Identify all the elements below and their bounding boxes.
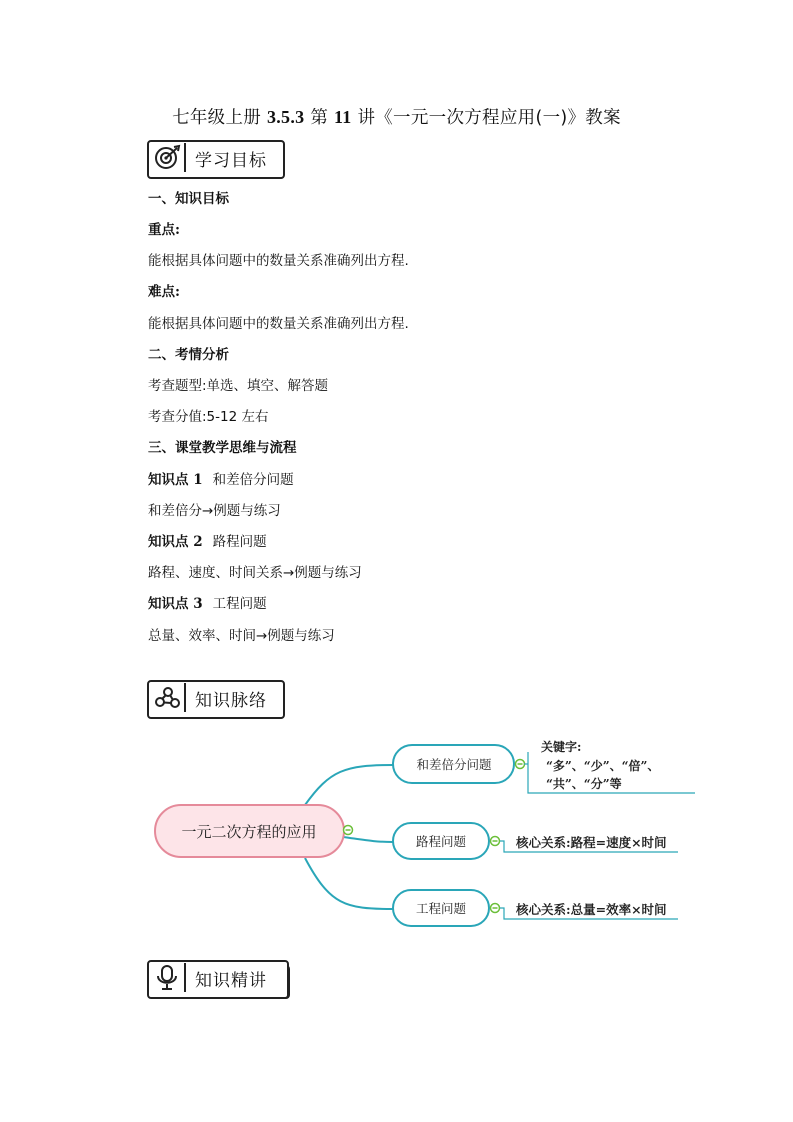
heading-teaching-flow: 三、课堂教学思维与流程 (148, 440, 297, 456)
connector-3 (305, 858, 393, 909)
key-point-text: 能根据具体问题中的数量关系准确列出方程. (148, 253, 409, 269)
knowledge-point-3: 知识点 3 工程问题 (148, 596, 267, 612)
note-line: “共”、“分”等 (546, 777, 622, 791)
section-title: 学习目标 (195, 151, 267, 171)
knowledge-point-2: 知识点 2 路程问题 (148, 534, 267, 550)
branch-label: 和差倍分问题 (416, 757, 492, 772)
note-line: “多”、“少”、“倍”、 (546, 759, 660, 773)
knowledge-point-2-flow: 路程、速度、时间关系→例题与练习 (148, 565, 362, 581)
root-label: 一元二次方程的应用 (181, 823, 317, 841)
note-line: 关键字: (541, 740, 582, 754)
branch-label: 路程问题 (415, 834, 467, 849)
knowledge-point-3-flow: 总量、效率、时间→例题与练习 (148, 628, 335, 644)
heading-exam-analysis: 二、考情分析 (148, 347, 229, 363)
section-title: 知识脉络 (195, 691, 267, 711)
note-line: 核心关系:总量=效率×时间 (516, 902, 667, 917)
microphone-icon (150, 963, 186, 992)
branch-label: 工程问题 (415, 901, 467, 916)
connector-2 (343, 837, 393, 842)
section-header-lecture (147, 960, 289, 998)
key-point-label: 重点: (148, 222, 180, 238)
document-title: 七年级上册 3.5.3 第 11 讲《一元一次方程应用(一)》教案 (172, 107, 621, 128)
knowledge-point-1: 知识点 1 和差倍分问题 (148, 472, 294, 488)
difficult-point-text: 能根据具体问题中的数量关系准确列出方程. (148, 316, 409, 332)
heading-knowledge-goals: 一、知识目标 (148, 191, 229, 207)
note-line: 核心关系:路程=速度×时间 (516, 835, 667, 850)
knowledge-point-1-flow: 和差倍分→例题与练习 (148, 503, 281, 519)
question-types: 考查题型:单选、填空、解答题 (148, 378, 329, 394)
difficult-point-label: 难点: (148, 284, 180, 300)
section-title: 知识精讲 (195, 971, 267, 991)
score-range: 考查分值:5-12 左右 (148, 409, 269, 425)
connector-1 (305, 765, 393, 805)
